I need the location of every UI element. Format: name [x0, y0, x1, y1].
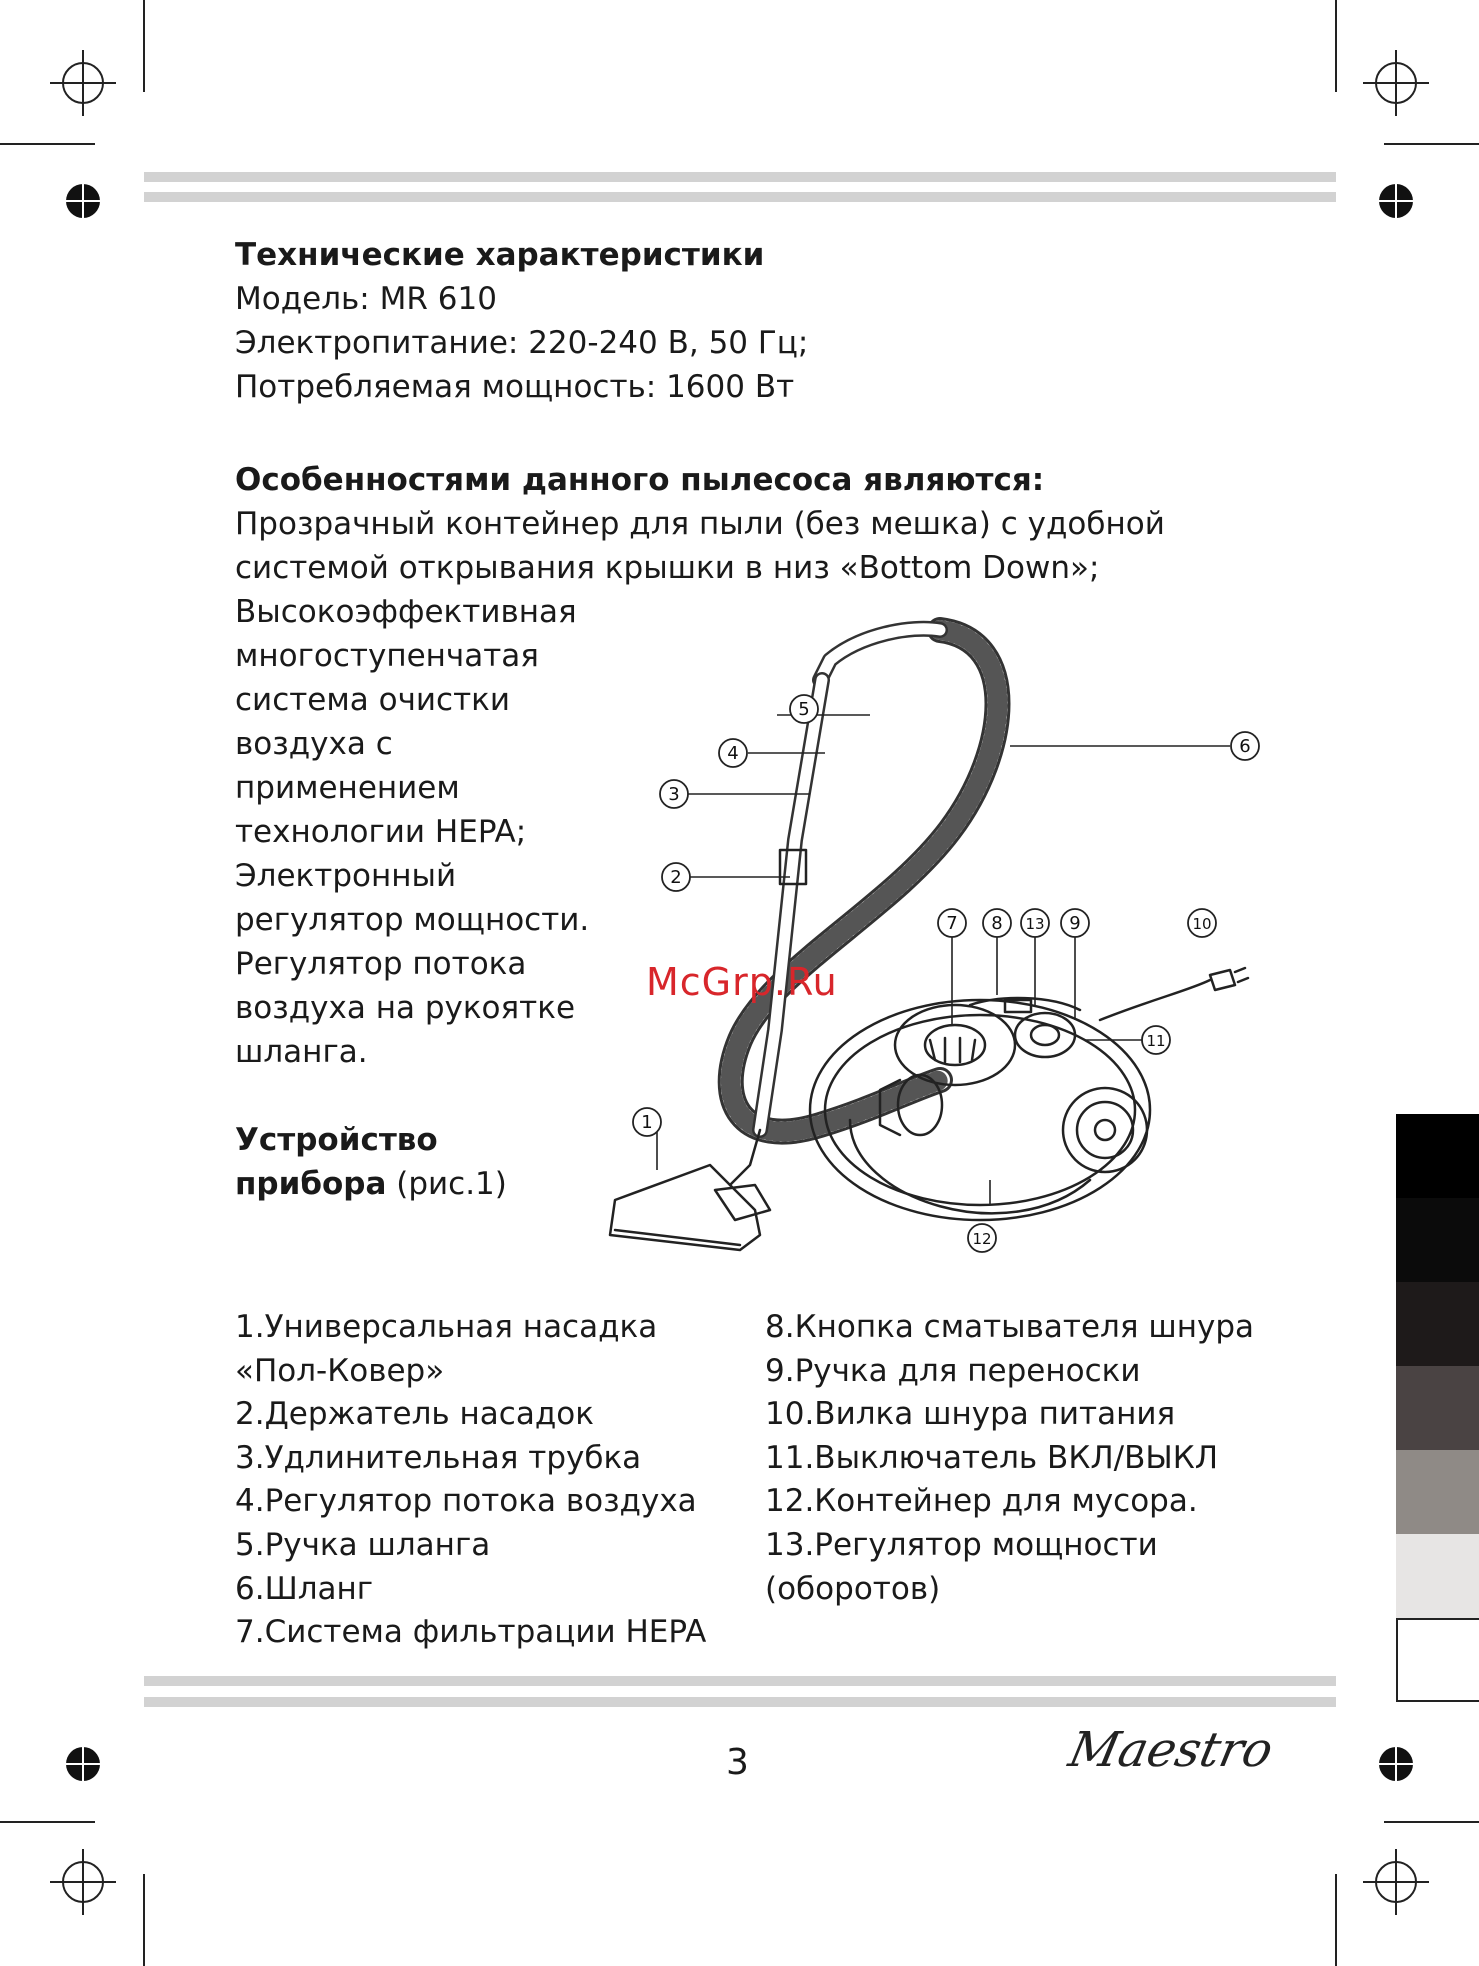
device-heading-bold: прибора	[235, 1166, 387, 1202]
callout-11: 11	[1146, 1032, 1166, 1050]
callout-2: 2	[670, 867, 682, 888]
parts-list-right	[765, 1306, 1254, 1611]
header-band-top	[144, 172, 1336, 182]
device-heading-line-1: Устройство	[235, 1122, 438, 1158]
features-column-line: шланга.	[235, 1034, 368, 1070]
parts-list-item: 8.Кнопка сматывателя шнура	[765, 1309, 1254, 1345]
callout-1: 1	[641, 1112, 653, 1133]
specs-section	[235, 233, 808, 409]
features-column-line: многоступенчатая	[235, 638, 539, 674]
vacuum-cleaner-diagram	[590, 610, 1251, 1270]
parts-list-item: 12.Контейнер для мусора.	[765, 1483, 1198, 1520]
swatch-7	[1396, 1618, 1479, 1702]
parts-list-item: 13.Регулятор мощности	[765, 1526, 1158, 1563]
device-section-heading	[235, 1118, 507, 1206]
features-column-line: технологии HEPA;	[235, 814, 527, 850]
features-line-2: системой открывания крышки в низ «Bottom Down»;	[235, 550, 1100, 586]
page-number: 3	[726, 1742, 749, 1783]
features-column-line: Электронный	[235, 858, 457, 894]
brand-logo: Maestro	[1064, 1722, 1278, 1778]
swatch-5	[1396, 1450, 1479, 1534]
callout-4: 4	[727, 743, 739, 764]
features-column-line: применением	[235, 770, 460, 806]
callout-10: 10	[1192, 915, 1212, 933]
features-heading: Особенностями данного пылесоса являются:	[235, 462, 1045, 498]
callout-5: 5	[798, 699, 810, 720]
parts-list-item: 11.Выключатель ВКЛ/ВЫКЛ	[765, 1439, 1219, 1476]
watermark: McGrp.Ru	[646, 960, 838, 1004]
swatch-1	[1396, 1114, 1479, 1198]
callout-13: 13	[1025, 915, 1045, 933]
specs-power-supply: Электропитание: 220-240 В, 50 Гц;	[235, 325, 809, 361]
parts-list-item: 2.Держатель насадок	[235, 1396, 594, 1433]
specs-power-consumption: Потребляемая мощность: 1600 Вт	[235, 369, 795, 405]
callout-3: 3	[668, 784, 680, 805]
header-band-bottom	[144, 192, 1336, 202]
parts-list-item: 9.Ручка для переноски	[765, 1352, 1141, 1389]
parts-list-item: «Пол-Ковер»	[235, 1352, 445, 1389]
features-column-line: Регулятор потока	[235, 946, 527, 982]
parts-list-item: 7.Система фильтрации HEPA	[235, 1614, 707, 1651]
callout-7: 7	[946, 913, 958, 934]
device-heading-rest: (рис.1)	[386, 1166, 507, 1202]
parts-list-item: 10.Вилка шнура питания	[765, 1396, 1176, 1433]
callout-8: 8	[991, 913, 1003, 934]
features-column-line: воздуха с	[235, 726, 393, 762]
swatch-4	[1396, 1366, 1479, 1450]
parts-list-item: 1.Универсальная насадка	[235, 1309, 658, 1345]
swatch-2	[1396, 1198, 1479, 1282]
registration-mark-bottom-right	[1363, 1849, 1429, 1915]
footer-band-bottom	[144, 1697, 1336, 1707]
registration-mark-top-left	[50, 50, 116, 116]
footer-band-top	[144, 1676, 1336, 1686]
parts-list-item: 6.Шланг	[235, 1570, 374, 1607]
features-line-1: Прозрачный контейнер для пыли (без мешка) с удобной	[235, 506, 1165, 542]
parts-list-item: 5.Ручка шланга	[235, 1526, 491, 1563]
parts-list-item: 3.Удлинительная трубка	[235, 1439, 642, 1476]
swatch-3	[1396, 1282, 1479, 1366]
features-column-line: воздуха на рукоятке	[235, 990, 576, 1026]
registration-mark-top-right	[1363, 50, 1429, 116]
swatch-6	[1396, 1534, 1479, 1618]
specs-heading: Технические характеристики	[235, 237, 765, 273]
callout-12: 12	[972, 1230, 992, 1248]
parts-list-item: (оборотов)	[765, 1570, 941, 1607]
parts-list-left	[235, 1306, 706, 1655]
registration-mark-bottom-left	[50, 1849, 116, 1915]
features-column-line: регулятор мощности.	[235, 902, 590, 938]
callout-6: 6	[1239, 736, 1251, 757]
specs-model: Модель: MR 610	[235, 281, 497, 317]
callout-9: 9	[1069, 913, 1081, 934]
device-heading-line-2	[235, 1162, 507, 1206]
parts-list-item: 4.Регулятор потока воздуха	[235, 1483, 697, 1520]
features-column-line: система очистки	[235, 682, 511, 718]
features-column-line: Высокоэффективная	[235, 594, 577, 630]
